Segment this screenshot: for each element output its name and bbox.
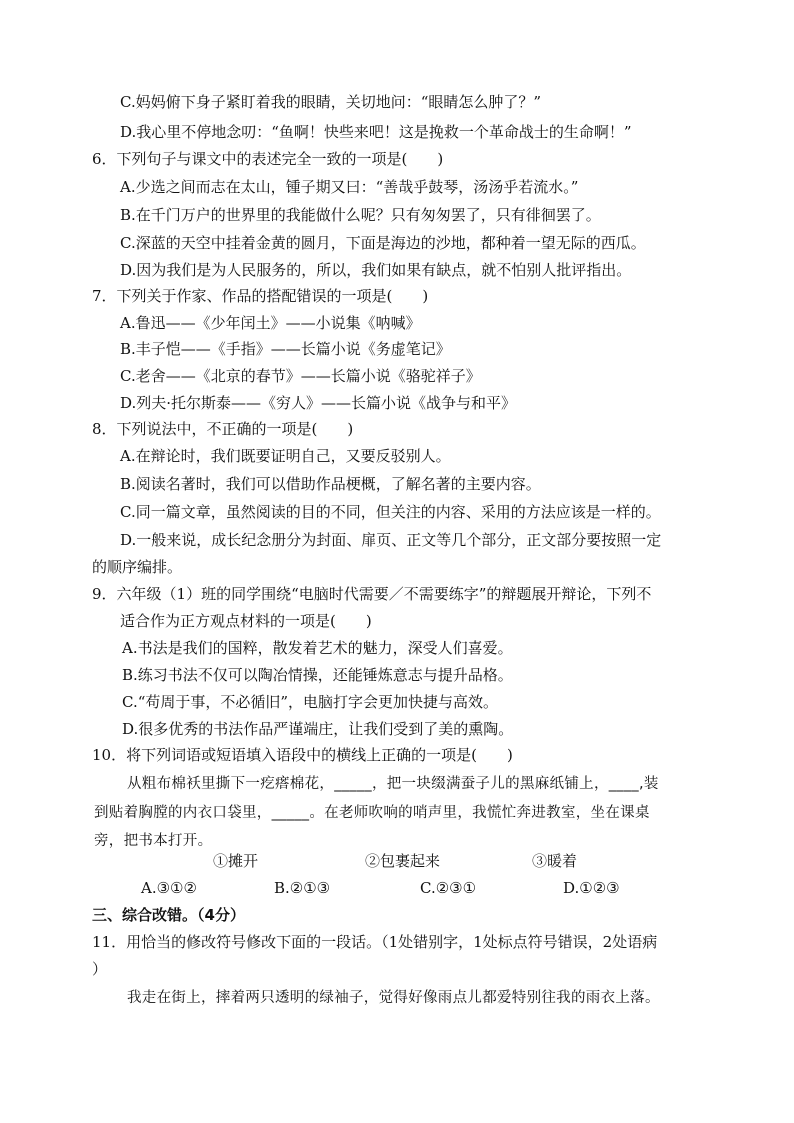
q10-passage-line2: 到贴着胸膛的内衣口袋里，_____。在老师吹响的哨声里，我慌忙奔进教室，坐在课桌 [94,805,650,821]
q11-stem-line2: ） [92,960,108,978]
section-3-heading: 三、综合改错。（4分） [92,906,245,924]
q8-option-b: B.阅读名著时，我们可以借助作品梗概，了解名著的主要内容。 [120,475,541,493]
q10-choice-a: A.③①② [141,879,197,897]
q6-option-c: C.深蓝的天空中挂着金黄的圆月，下面是海边的沙地，都种着一望无际的西瓜。 [120,234,646,252]
q8-stem: 8．下列说法中，不正确的一项是( ) [92,420,354,438]
q5-option-c: C.妈妈俯下身子紧盯着我的眼睛，关切地问：“眼睛怎么肿了？” [120,93,542,111]
q7-option-a: A.鲁迅——《少年闰土》——小说集《呐喊》 [120,314,421,332]
q8-option-a: A.在辩论时，我们既要证明自己，又要反驳别人。 [120,447,451,465]
q6-option-a: A.少选之间而志在太山，锺子期又曰：“善哉乎鼓琴，汤汤乎若流水。” [120,178,579,196]
q9-option-c: C.“苟周于事，不必循旧”，电脑打字会更加快捷与高效。 [122,693,499,711]
q9-option-b: B.练习书法不仅可以陶冶情操，还能锤炼意志与提升品格。 [122,666,513,684]
q11-stem-line1: 11．用恰当的修改符号修改下面的一段话。（1处错别字，1处标点符号错误，2处语病 [92,933,658,951]
q9-stem-line2: 适合作为正方观点材料的一项是( ) [120,612,372,630]
q10-choice-c: C.②③① [420,879,477,897]
q10-word-3: ③暖着 [532,852,578,870]
q10-word-2: ②包裹起来 [365,852,441,870]
q8-option-d-line1: D.一般来说，成长纪念册分为封面、扉页、正文等几个部分，正文部分要按照一定 [120,531,662,549]
q6-option-d: D.因为我们是为人民服务的，所以，我们如果有缺点，就不怕别人批评指出。 [120,261,632,279]
q10-stem: 10．将下列词语或短语填入语段中的横线上正确的一项是( ) [92,746,513,764]
q9-option-a: A.书法是我们的国粹，散发着艺术的魅力，深受人们喜爱。 [122,639,513,657]
q10-word-1: ①摊开 [213,852,259,870]
q5-option-d: D.我心里不停地念叨：“鱼啊！快些来吧！这是挽救一个革命战士的生命啊！” [120,123,632,141]
q6-option-b: B.在千门万户的世界里的我能做什么呢？只有匆匆罢了，只有徘徊罢了。 [120,206,601,224]
q7-option-b: B.丰子恺——《手指》——长篇小说《务虚笔记》 [120,340,451,358]
q7-option-d: D.列夫·托尔斯泰——《穷人》——长篇小说《战争与和平》 [120,394,517,412]
q11-passage: 我走在街上，摔着两只透明的绿袖子，觉得好像雨点儿都爱特别往我的雨衣上落。 [127,990,660,1006]
q8-option-c: C.同一篇文章，虽然阅读的目的不同，但关注的内容、采用的方法应该是一样的。 [120,503,661,521]
q10-passage-line3: 旁，把书本打开。 [94,833,213,849]
q7-stem: 7．下列关于作家、作品的搭配错误的一项是( ) [92,287,429,305]
q9-option-d: D.很多优秀的书法作品严谨端庄，让我们受到了美的熏陶。 [122,720,514,738]
q8-option-d-line2: 的顺序编排。 [92,558,183,576]
q10-passage-line1: 从粗布棉袄里撕下一疙瘩棉花，_____，把一块缀满蚕子儿的黑麻纸铺上，____,装 [127,776,659,792]
q10-choice-b: B.②①③ [274,879,331,897]
q7-option-c: C.老舍——《北京的春节》——长篇小说《骆驼祥子》 [120,367,481,385]
q9-stem-line1: 9．六年级（1）班的同学围绕“电脑时代需要／不需要练字”的辩题展开辩论，下列不 [92,585,652,603]
q6-stem: 6．下列句子与课文中的表述完全一致的一项是( ) [92,150,444,168]
q10-choice-d: D.①②③ [563,879,620,897]
